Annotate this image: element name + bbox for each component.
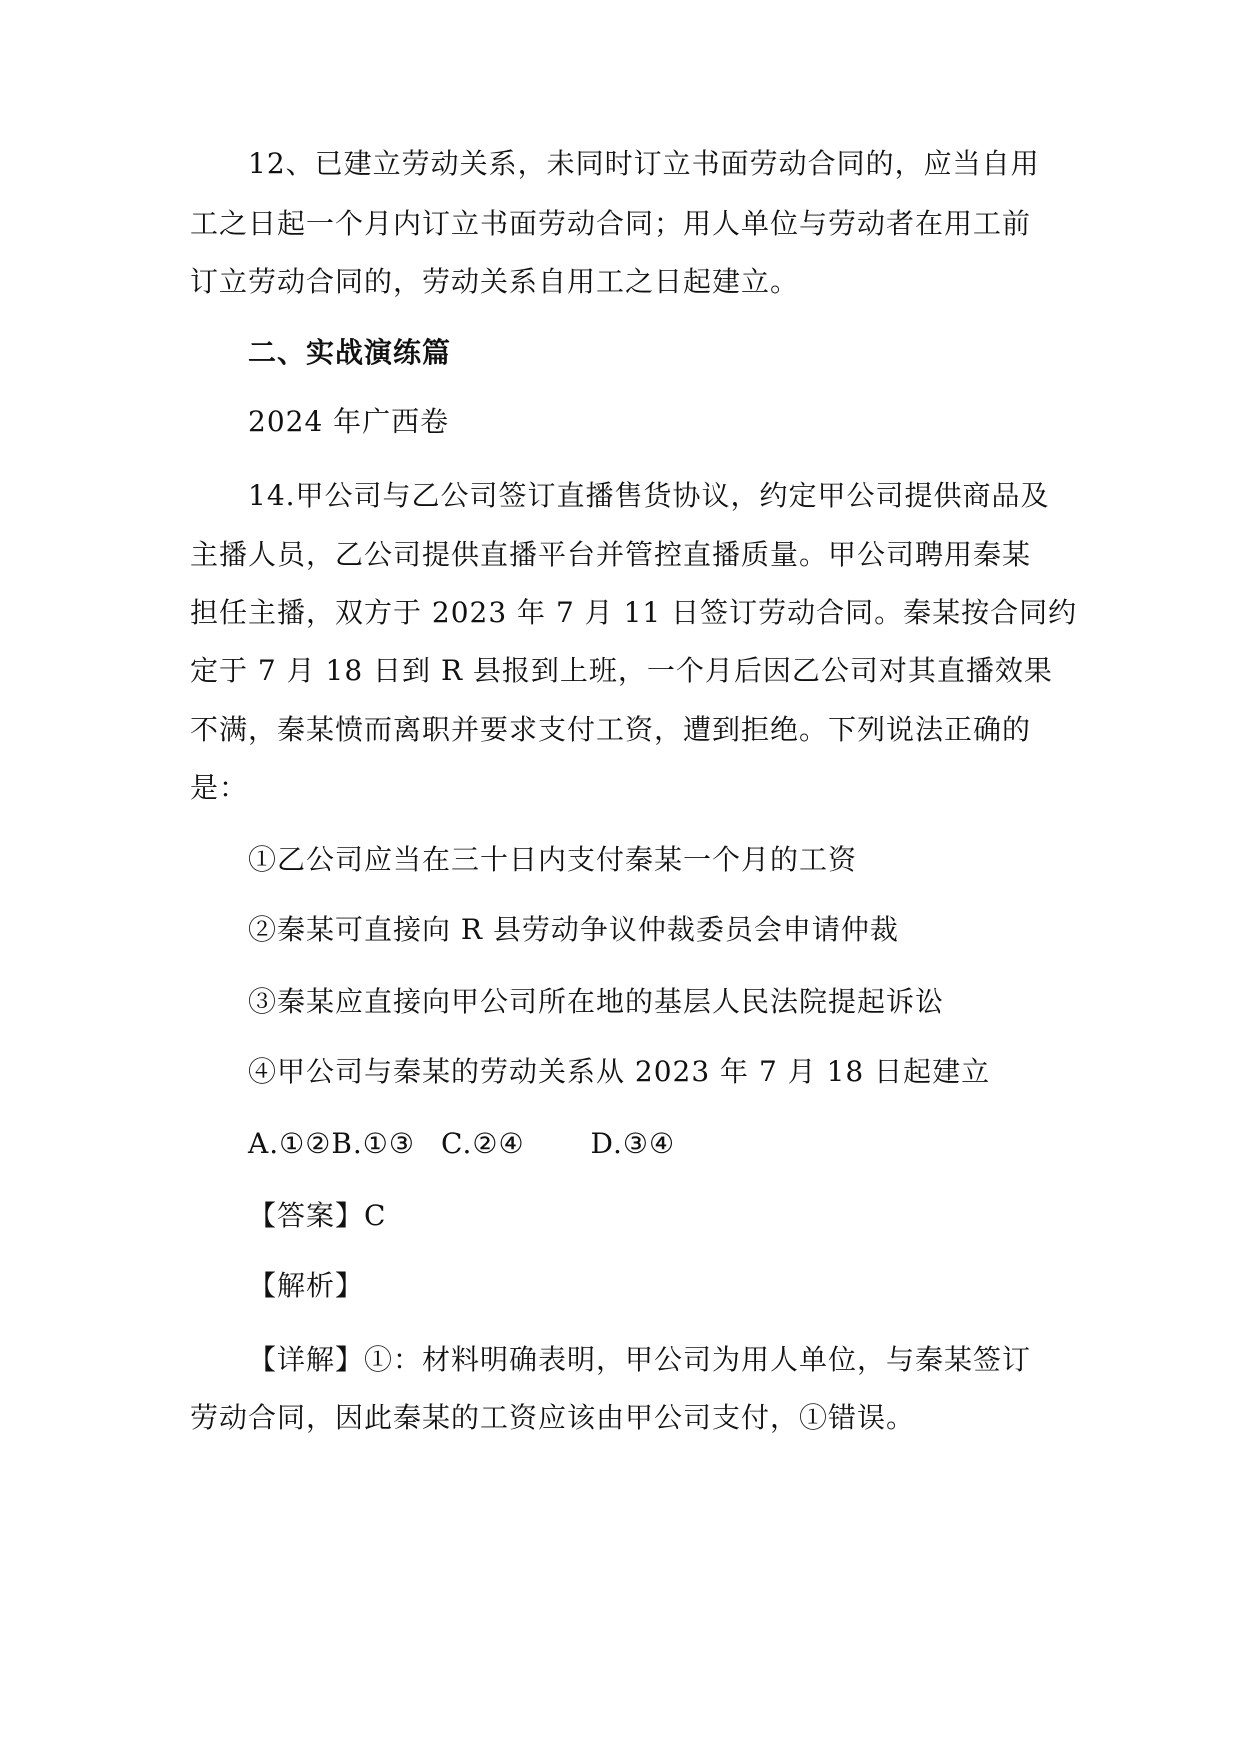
option-b: B.①③: [331, 1127, 416, 1160]
question-line: 是：: [190, 771, 249, 804]
paragraph-line: 12、已建立劳动关系，未同时订立书面劳动合同的，应当自用: [248, 147, 1040, 180]
question-line: 14.甲公司与乙公司签订直播售货协议，约定甲公司提供商品及: [248, 479, 1050, 512]
question-line: 主播人员，乙公司提供直播平台并管控直播质量。甲公司聘用秦某: [190, 538, 1032, 571]
statement-4: ④甲公司与秦某的劳动关系从 2023 年 7 月 18 日起建立: [248, 1055, 991, 1088]
statement-3: ③秦某应直接向甲公司所在地的基层人民法院提起诉讼: [248, 985, 945, 1018]
option-d: D.③④: [590, 1127, 676, 1160]
statement-1: ①乙公司应当在三十日内支付秦某一个月的工资: [248, 843, 858, 876]
question-line: 定于 7 月 18 日到 R 县报到上班，一个月后因乙公司对其直播效果: [190, 654, 1053, 687]
option-c: C.②④: [441, 1127, 525, 1160]
paragraph-line: 工之日起一个月内订立书面劳动合同；用人单位与劳动者在用工前: [190, 207, 1032, 240]
paragraph-line: 订立劳动合同的，劳动关系自用工之日起建立。: [190, 265, 800, 298]
analysis-label: 【解析】: [248, 1269, 365, 1302]
answer-options: [248, 1124, 675, 1164]
statement-2: ②秦某可直接向 R 县劳动争议仲裁委员会申请仲裁: [248, 913, 899, 946]
exam-source: 2024 年广西卷: [248, 405, 450, 438]
question-line: 不满，秦某愤而离职并要求支付工资，遭到拒绝。下列说法正确的: [190, 713, 1032, 746]
section-heading: 二、实战演练篇: [248, 336, 452, 369]
detail-line: 【详解】①：材料明确表明，甲公司为用人单位，与秦某签订: [248, 1343, 1032, 1376]
detail-line: 劳动合同，因此秦某的工资应该由甲公司支付，①错误。: [190, 1401, 916, 1434]
answer-label: 【答案】C: [248, 1199, 387, 1232]
question-line: 担任主播，双方于 2023 年 7 月 11 日签订劳动合同。秦某按合同约: [190, 596, 1078, 629]
option-a: A.①②: [248, 1127, 332, 1160]
